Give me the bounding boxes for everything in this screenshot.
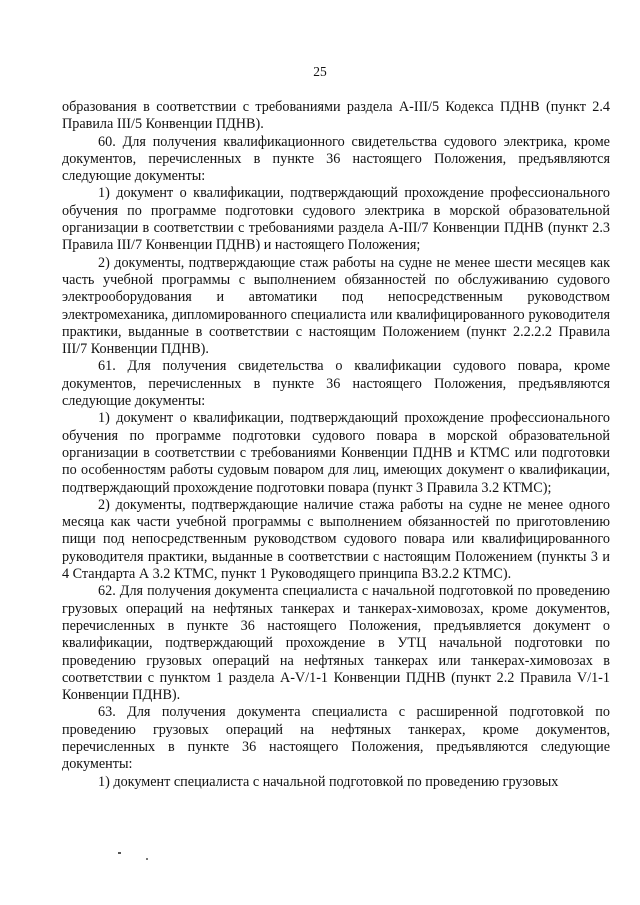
paragraph-4: 2) документы, подтверждающие стаж работы на судне не менее шести месяцев как часть учебной программы с выполнением обязанностей по обслуживанию судового электрооборудования и автоматики под непосредственным руководством электромеханика, дипломированного специалиста или квалифицированного руководителя практики, выданные в соответствии с настоящим Положением (пункт 2.2.2.2 Правила III/7 Конвенции ПДНВ). bbox=[62, 254, 610, 358]
paragraph-5: 61. Для получения свидетельства о квалификации судового повара, кроме документов, перечисленных в пункте 36 настоящего Положения, предъявляются следующие документы: bbox=[62, 358, 610, 410]
document-body bbox=[62, 99, 610, 791]
scan-speck bbox=[118, 852, 121, 854]
paragraph-2: 60. Для получения квалификационного свидетельства судового электрика, кроме документов, перечисленных в пункте 36 настоящего Положения, предъявляются следующие документы: bbox=[62, 133, 610, 185]
paragraph-6: 1) документ о квалификации, подтверждающий прохождение профессионального обучения по программе подготовки судового повара в морской образовательной организации в соответствии с требованиями Конвенции ПДНВ и КТМС или подготовки по особенностям работы судовым поваром для лиц, имеющих документ о квалификации, подтверждающий прохождение подготовки повара (пункт 3 Правила 3.2 КТМС); bbox=[62, 410, 610, 496]
paragraph-10: 1) документ специалиста с начальной подготовкой по проведению грузовых bbox=[98, 773, 559, 790]
scan-speck bbox=[146, 858, 148, 860]
page-number: 25 bbox=[313, 64, 327, 79]
paragraph-7: 2) документы, подтверждающие наличие стажа работы на судне не менее одного месяца как части учебной программы с выполнением обязанностей по приготовлению пищи под непосредственным руководством судового повара или квалифицированного руководителя практики, выданные в соответствии с настоящим Положением (пункты 3 и 4 Стандарта А 3.2 КТМС, пункт 1 Руководящего принципа В3.2.2 КТМС). bbox=[62, 496, 610, 583]
paragraph-9: 63. Для получения документа специалиста с расширенной подготовкой по проведению грузовых операций на нефтяных танкерах, кроме документов, перечисленных в пункте 36 настоящего Положения, предъявляются следующие документы: bbox=[62, 704, 610, 773]
paragraph-1: образования в соответствии с требованиями раздела А-III/5 Кодекса ПДНВ (пункт 2.4 Правила III/5 Конвенции ПДНВ). bbox=[62, 99, 610, 133]
paragraph-3: 1) документ о квалификации, подтверждающий прохождение профессионального обучения по программе подготовки судового электрика в морской образовательной организации в соответствии с требованиями раздела А-III/7 Конвенции ПДНВ (пункт 2.3 Правила III/7 Конвенции ПДНВ) и настоящего Положения; bbox=[62, 185, 610, 254]
paragraph-8: 62. Для получения документа специалиста с начальной подготовкой по проведению грузовых операций на нефтяных танкерах и танкерах-химовозах, кроме документов, перечисленных в пункте 36 настоящего Положения, предъявляется документ о квалификации, подтверждающий прохождение в УТЦ начальной подготовки по проведению грузовых операций на нефтяных танкерах или танкерах-химовозах в соответствии с пунктом 1 раздела А-V/1-1 Конвенции ПДНВ (пункт 2.2 Правила V/1-1 Конвенции ПДНВ). bbox=[62, 583, 610, 704]
